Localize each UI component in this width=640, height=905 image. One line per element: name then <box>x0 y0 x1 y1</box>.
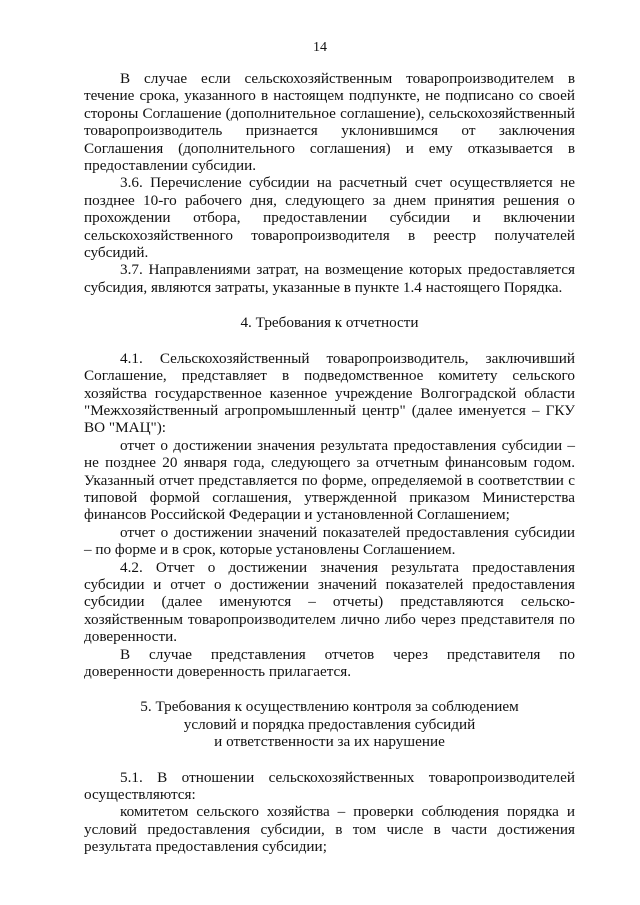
paragraph-committee-checks: комитетом сельского хозяйства – проверки соблюдения порядка и условий предоставления субсидии, в том числе в части достижения результата предоставления субсидии; <box>84 803 575 856</box>
paragraph-3-6: 3.6. Перечисление субсидии на расчетный счет осуществляется не позднее 10-го рабочего дня, следующего за днем принятия решения о прохождении отбора, предоставлении субсидии и включении сельскохозяйственного товаропроизводителя в реестр получателей субсидий. <box>84 174 575 262</box>
paragraph-refusal: В случае если сельскохозяйственным товаропроизводителем в течение срока, указанного в настоящем подпункте, не подписано со своей стороны Соглашение (дополнительное соглашение), сельскохозяйственный товаропроизводитель признается уклонившимся от заключения Соглашения (дополнительного соглашения) и ему отказывается в предоставлении субсидии. <box>84 70 575 175</box>
paragraph-4-1: 4.1. Сельскохозяйственный товаропроизводитель, заключивший Соглашение, представляет в подведомственное комитету сельского хозяйства государственное казенное учреждение Волгоградской области "Межхозяйственный агропромышленный центр" (далее именуется – ГКУ ВО "МАЦ"): <box>84 349 575 437</box>
paragraph-power-of-attorney: В случае представления отчетов через представителя по доверенности доверенность прилагается. <box>84 645 575 680</box>
document-body <box>84 70 575 856</box>
paragraph-4-2: 4.2. Отчет о достижении значения результата предоставления субсидии и отчет о достижении значений показателей предоставления субсидии (далее именуются – отчеты) представляются сельско-хозяйственным товаропроизводителем лично либо через представителя по доверенности. <box>84 558 575 646</box>
paragraph-5-1: 5.1. В отношении сельскохозяйственных товаропроизводителей осуществляются: <box>84 768 575 804</box>
section-heading-5-line-1: 5. Требования к осуществлению контроля за соблюдением <box>140 698 519 716</box>
paragraph-report-result: отчет о достижении значения результата предоставления субсидии – не позднее 20 января года, следующего за отчетным финансовым годом. Указанный отчет представляется по форме, определяемой в соответствии с типовой формой соглашения, утвержденной приказом Министерства финансов Российской Федерации и установленной Соглашением; <box>84 436 575 524</box>
paragraph-report-indicators: отчет о достижении значений показателей предоставления субсидии – по форме и в срок, которые установлены Соглашением. <box>84 523 575 559</box>
paragraph-3-7: 3.7. Направлениями затрат, на возмещение которых предоставляется субсидия, являются затраты, указанные в пункте 1.4 настоящего Порядка. <box>84 261 575 296</box>
page-number: 14 <box>313 40 327 55</box>
section-heading-4: 4. Требования к отчетности <box>240 314 419 332</box>
section-heading-5-line-2: условий и порядка предоставления субсидий <box>183 715 476 733</box>
section-heading-5-line-3: и ответственности за их нарушение <box>214 733 445 751</box>
